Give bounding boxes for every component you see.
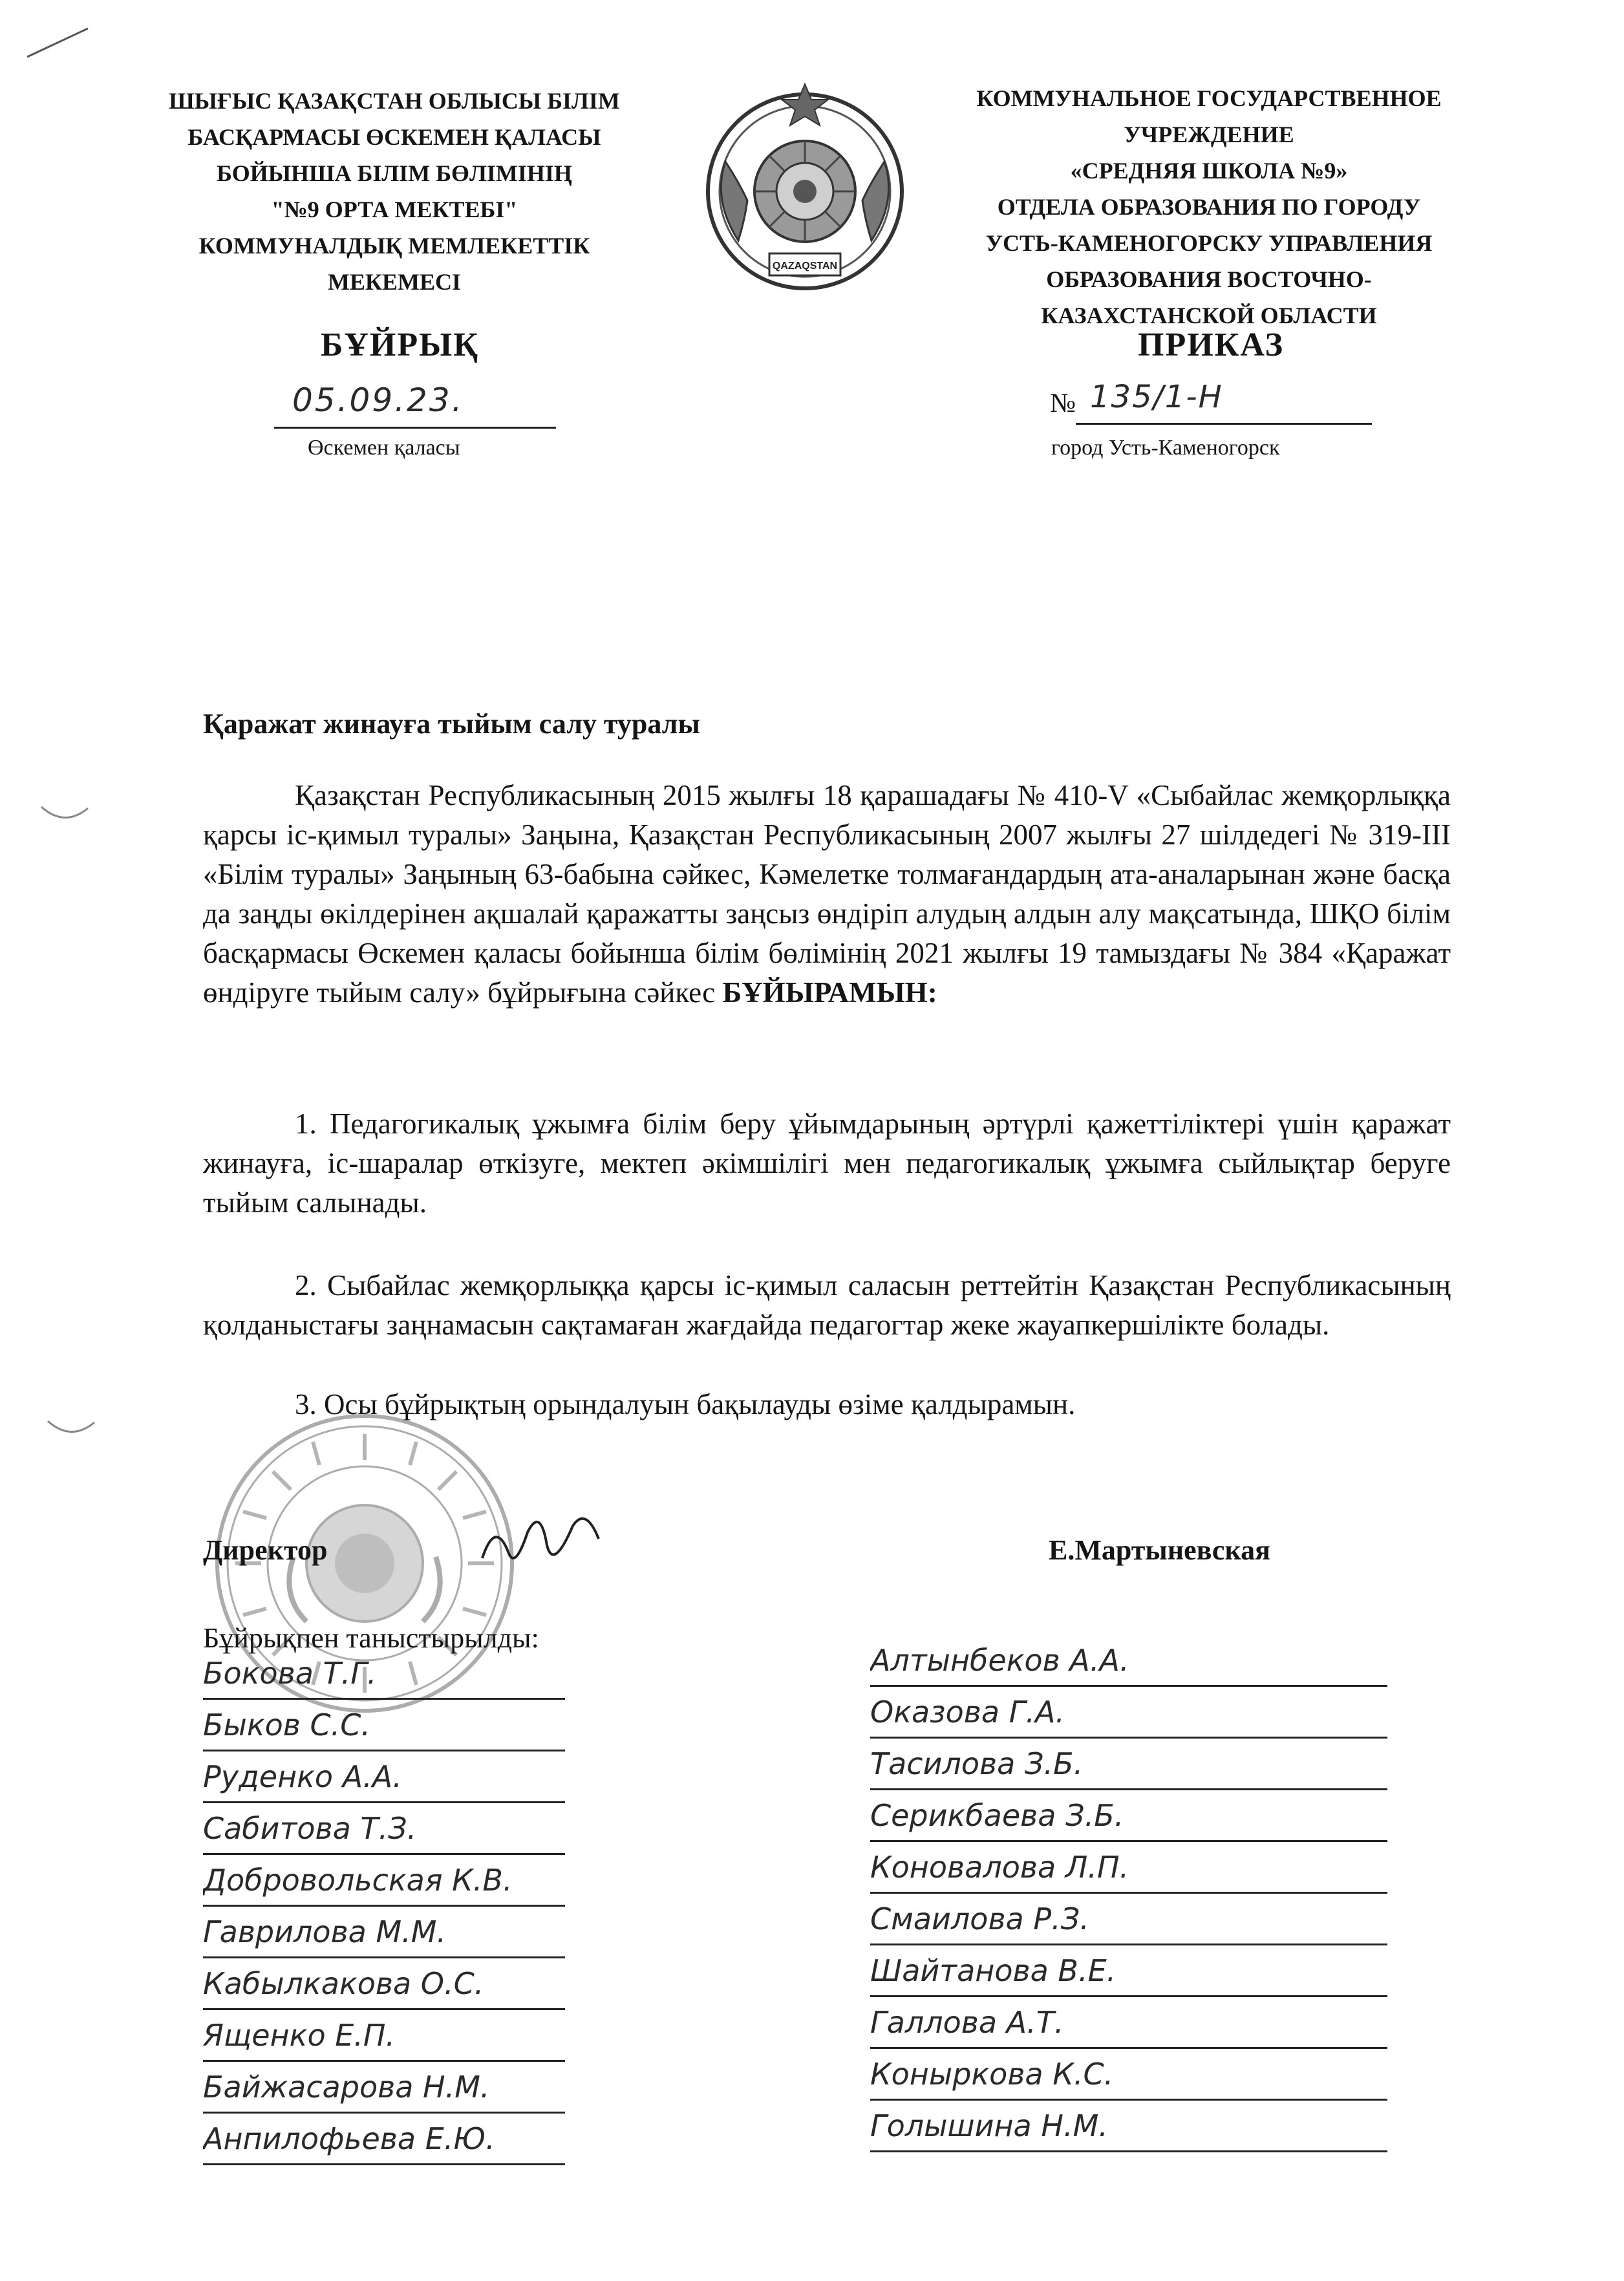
signer-entry: Серикбаева З.Б. xyxy=(870,1791,1387,1842)
order-item-3: 3. Осы бұйрықтың орындалуын бақылауды өзіме қалдырамын. xyxy=(295,1388,1076,1420)
state-emblem-icon xyxy=(700,71,910,312)
signer-entry: Коновалова Л.П. xyxy=(870,1843,1387,1894)
header-ru-line: КАЗАХСТАНСКОЙ ОБЛАСТИ xyxy=(1041,303,1377,328)
binder-hole-mark xyxy=(45,1416,97,1442)
signer-entry: Руденко А.А. xyxy=(203,1752,565,1803)
header-kz-line: БАСҚАРМАСЫ ӨСКЕМЕН ҚАЛАСЫ xyxy=(187,124,601,150)
acknowledgement-label: Бұйрықпен таныстырылды: xyxy=(203,1622,539,1654)
header-ru-line: ОБРАЗОВАНИЯ ВОСТОЧНО- xyxy=(1046,266,1372,292)
header-kazakh xyxy=(129,83,659,300)
signer-entry: Шайтанова В.Е. xyxy=(870,1946,1387,1997)
header-ru-line: «СРЕДНЯЯ ШКОЛА №9» xyxy=(1070,158,1348,184)
binder-hole-mark xyxy=(39,802,91,828)
header-kz-line: БОЙЫНША БІЛІМ БӨЛІМІНІҢ xyxy=(217,160,572,186)
city-ru: город Усть-Каменогорск xyxy=(1051,436,1280,460)
order-number: 135/1-Н xyxy=(1090,379,1223,415)
header-kz-line: КОММУНАЛДЫҚ МЕМЛЕКЕТТІК xyxy=(198,233,590,259)
number-sign: № xyxy=(1050,389,1076,418)
number-underline xyxy=(1076,423,1372,425)
order-title-ru: ПРИКАЗ xyxy=(1138,327,1285,363)
header-ru-line: УЧРЕЖДЕНИЕ xyxy=(1124,122,1294,147)
header-russian xyxy=(918,80,1500,334)
signer-entry: Коныркова К.С. xyxy=(870,2050,1387,2101)
signer-entry: Галлова А.Т. xyxy=(870,1998,1387,2049)
signer-entry: Смаилова Р.З. xyxy=(870,1894,1387,1945)
order-title-kz: БҰЙРЫҚ xyxy=(321,327,479,363)
signer-entry: Байжасарова Н.М. xyxy=(203,2062,565,2114)
intro-paragraph xyxy=(203,776,1451,1012)
signer-entry: Кабылкакова О.С. xyxy=(203,1959,565,2010)
signer-entry: Ященко Е.П. xyxy=(203,2011,565,2062)
command-word: БҰЙЫРАМЫН: xyxy=(722,976,937,1009)
signer-entry: Добровольская К.В. xyxy=(203,1856,565,1907)
header-kz-line: "№9 ОРТА МЕКТЕБІ" xyxy=(271,197,518,222)
order-item-2: 2. Сыбайлас жемқорлыққа қарсы іс-қимыл саласын реттейтін Қазақстан Республикасының қолданыстағы заңнамасын сақтамаған жағдайда педагогтар жеке жауапкершілікте болады. xyxy=(203,1269,1451,1341)
signer-entry: Сабитова Т.З. xyxy=(203,1804,565,1855)
director-role: Директор xyxy=(203,1534,328,1566)
intro-text: Қазақстан Республикасының 2015 жылғы 18 қарашадағы № 410-V «Сыбайлас жемқорлыққа қарсы іс-қимыл туралы» Заңына, Қазақстан Республикасының 2007 жылғы 27 шілдедегі № 319-III «Білім туралы» Заңының 63-бабына сәйкес, Кәмелетке толмағандардың ата-аналарынан және басқа да заңды өкілдерінен ақшалай қаражатты заңсыз өндіріп алудың алдын алу мақсатында, ШҚО білім басқармасы Өскемен қаласы бойынша білім бөлімінің 2021 жылғы 19 тамыздағы № 384 «Қаражат өндіруге тыйым салу» бұйрығына сәйкес xyxy=(203,779,1451,1009)
order-date: 05.09.23. xyxy=(292,381,464,419)
director-name: Е.Мартыневская xyxy=(1049,1534,1270,1566)
signer-entry: Анпилофьева Е.Ю. xyxy=(203,2114,565,2165)
signer-entry: Тасилова З.Б. xyxy=(870,1739,1387,1790)
director-signature xyxy=(476,1506,605,1578)
signer-entry: Быков С.С. xyxy=(203,1700,565,1751)
header-ru-line: ОТДЕЛА ОБРАЗОВАНИЯ ПО ГОРОДУ xyxy=(997,194,1421,220)
signer-entry: Бокова Т.Г. xyxy=(203,1649,565,1700)
city-kz: Өскемен қаласы xyxy=(308,436,460,460)
order-subject: Қаражат жинауға тыйым салу туралы xyxy=(203,708,700,740)
header-ru-line: УСТЬ-КАМЕНОГОРСКУ УПРАВЛЕНИЯ xyxy=(985,230,1433,256)
order-item-1: 1. Педагогикалық ұжымға білім беру ұйымдарының әртүрлі қажеттіліктері үшін қаражат жинауға, іс-шаралар өткізуге, мектеп әкімшілігі мен педагогикалық ұжымға сыйлықтар беруге тыйым салынады. xyxy=(203,1108,1451,1219)
signer-entry: Гаврилова М.М. xyxy=(203,1907,565,1958)
header-kz-line: ШЫҒЫС ҚАЗАҚСТАН ОБЛЫСЫ БІЛІМ xyxy=(169,88,620,114)
signer-entry: Оказова Г.А. xyxy=(870,1687,1387,1739)
emblem-label: QAZAQSTAN xyxy=(772,261,838,272)
header-ru-line: КОММУНАЛЬНОЕ ГОСУДАРСТВЕННОЕ xyxy=(976,85,1442,111)
signer-entry: Голышина Н.М. xyxy=(870,2101,1387,2152)
header-kz-line: МЕКЕМЕСІ xyxy=(327,269,462,295)
scan-pen-mark xyxy=(26,26,91,58)
date-underline xyxy=(274,427,556,429)
signer-entry: Алтынбеков А.А. xyxy=(870,1636,1387,1687)
